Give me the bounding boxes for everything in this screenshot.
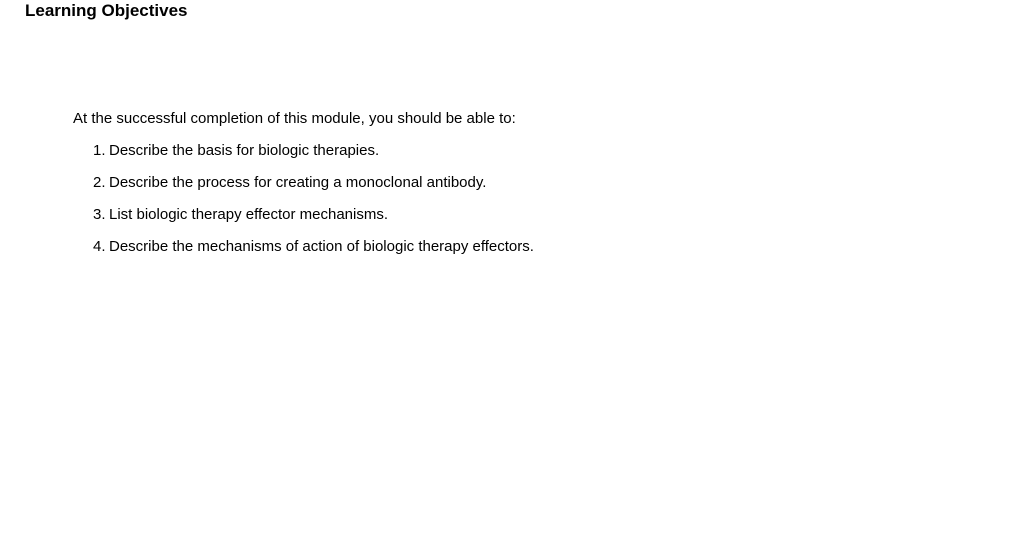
objective-text: Describe the mechanisms of action of biologic therapy effectors. (109, 238, 534, 255)
objective-number: 3. (93, 206, 106, 223)
objective-item (93, 237, 973, 257)
objectives-list (73, 141, 973, 257)
intro-text: At the successful completion of this module, you should be able to: (73, 110, 516, 127)
objective-item (93, 205, 973, 225)
objective-number: 1. (93, 142, 106, 159)
objective-number: 2. (93, 174, 106, 191)
objective-text: Describe the process for creating a monoclonal antibody. (109, 174, 487, 191)
page-title: Learning Objectives (25, 1, 188, 20)
objectives-section (73, 109, 973, 269)
objective-text: List biologic therapy effector mechanisms. (109, 206, 389, 223)
objective-item (93, 141, 973, 161)
objective-number: 4. (93, 238, 106, 255)
objective-text: Describe the basis for biologic therapies. (109, 142, 380, 159)
objective-item (93, 173, 973, 193)
